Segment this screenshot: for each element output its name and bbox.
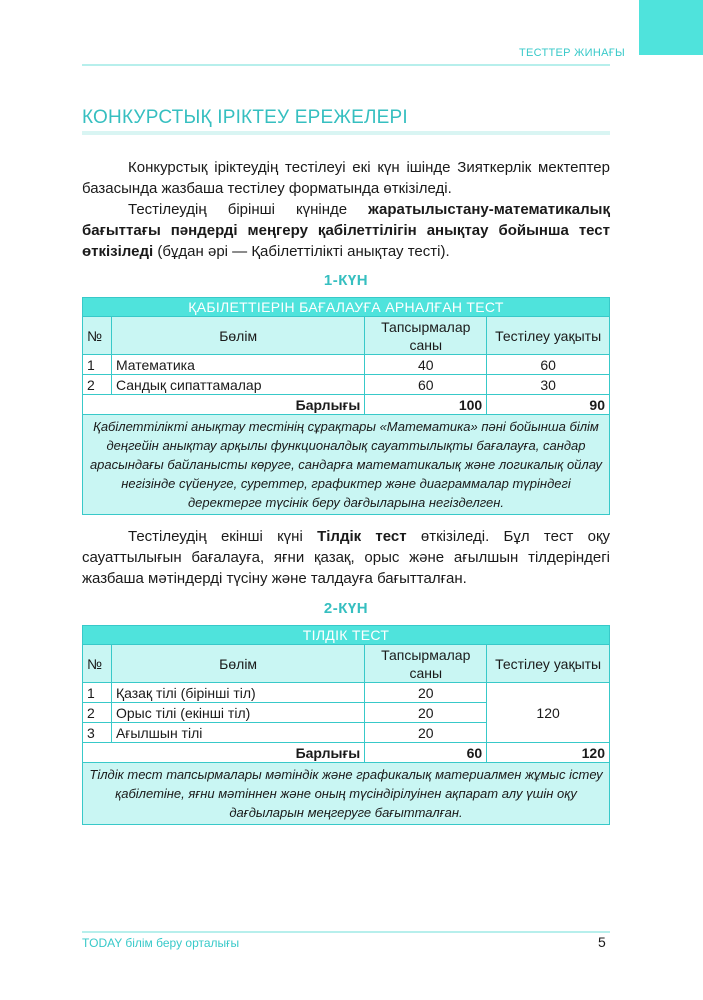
day2-table [82, 625, 610, 825]
header-no: № [83, 317, 112, 355]
row-section: Математика [111, 355, 364, 375]
row-section: Орыс тілі (екінші тіл) [111, 703, 364, 723]
row-no: 1 [83, 355, 112, 375]
row-section: Сандық сипаттамалар [111, 375, 364, 395]
row-no: 2 [83, 375, 112, 395]
row-no: 2 [83, 703, 112, 723]
header-time: Тестілеу уақыты [487, 645, 610, 683]
total-row [83, 743, 610, 763]
table-row [83, 375, 610, 395]
day1-table [82, 297, 610, 515]
total-time: 120 [487, 743, 610, 763]
row-section: Қазақ тілі (бірінші тіл) [111, 683, 364, 703]
header-section: Бөлім [111, 317, 364, 355]
paragraph-day1-text: Тестілеудің бірінші күнінде [128, 201, 369, 218]
paragraph-day1-bold: жаратылыстану-математикалық бағыттағы пәндерді меңгеру қабілеттілігін анықтау бойынша тест өткізіледі [82, 201, 610, 260]
page-title: КОНКУРСТЫҚ ІРІКТЕУ ЕРЕЖЕЛЕРІ [82, 107, 408, 128]
header-tasks: Тапсырмалар саны [365, 317, 487, 355]
day2-heading: 2-КҮН [323, 600, 369, 617]
total-label: Барлығы [83, 743, 365, 763]
day2-note: Тілдік тест тапсырмалары мәтіндік және графикалық материалмен жұмыс істеу қабілетіне, яғни мәтіннен және оның түсіндірілуінен ақпарат алу үшін оқу дағдыларын меңгеруге бағытталған. [83, 763, 610, 825]
total-tasks: 100 [365, 395, 487, 415]
header-divider [82, 64, 610, 66]
header-tasks: Тапсырмалар саны [365, 645, 487, 683]
row-time: 30 [487, 375, 610, 395]
paragraph-day1-tail: (бұдан әрі — Қабілеттілікті анықтау тесті). [153, 243, 450, 260]
paragraph-day2-text: Тестілеудің екінші күні [128, 528, 318, 545]
day1-table-title: ҚАБІЛЕТТІЕРІН БАҒАЛАУҒА АРНАЛҒАН ТЕСТ [83, 298, 610, 317]
shared-time: 120 [487, 683, 610, 743]
header-label: ТЕСТТЕР ЖИНАҒЫ [518, 47, 625, 59]
day2-table-title: ТІЛДІК ТЕСТ [83, 626, 610, 645]
row-section: Ағылшын тілі [111, 723, 364, 743]
table-row [83, 683, 610, 703]
total-label: Барлығы [83, 395, 365, 415]
paragraph-day2-bold: Тілдік тест [317, 528, 407, 545]
page-number: 5 [598, 934, 606, 950]
corner-decoration [639, 0, 703, 55]
day1-heading: 1-КҮН [323, 272, 369, 289]
footer-publisher: TODAY білім беру орталығы [82, 936, 240, 950]
total-time: 90 [487, 395, 610, 415]
paragraph-day2-tail: өткізіледі. Бұл тест оқу сауаттылығын бағалауға, яғни қазақ, орыс және ағылшын тілдеріндегі жазбаша мәтіндерді түсіну және талдауға бағытталған. [82, 528, 611, 587]
header-time: Тестілеу уақыты [487, 317, 610, 355]
total-tasks: 60 [365, 743, 487, 763]
row-tasks: 20 [365, 723, 487, 743]
footer-divider [82, 931, 610, 933]
row-no: 3 [83, 723, 112, 743]
header-no: № [83, 645, 112, 683]
title-underline [82, 131, 610, 135]
row-tasks: 20 [365, 683, 487, 703]
row-tasks: 40 [365, 355, 487, 375]
row-no: 1 [83, 683, 112, 703]
row-tasks: 60 [365, 375, 487, 395]
day1-note: Қабілеттілікті анықтау тестінің сұрақтары «Математика» пәні бойынша білім деңгейін анықтау арқылы функционалдық сауаттылықты бағалауға, сандар арасындағы байланысты көруге, сандарға математикалық және логикалық ойлау негізінде сүйенуге, суреттер, графиктер және диаграммалар түріндегі деректерге түсінік беру дағдыларына негізделген. [83, 415, 610, 515]
paragraph-day1 [82, 199, 610, 262]
table-row [83, 355, 610, 375]
header-section: Бөлім [111, 645, 364, 683]
paragraph-intro: Конкурстық іріктеудің тестілеуі екі күн ішінде Зияткерлік мектептер базасында жазбаша тестілеу форматында өткізіледі. [82, 159, 610, 197]
total-row [83, 395, 610, 415]
row-tasks: 20 [365, 703, 487, 723]
paragraph-day2 [82, 526, 610, 589]
row-time: 60 [487, 355, 610, 375]
